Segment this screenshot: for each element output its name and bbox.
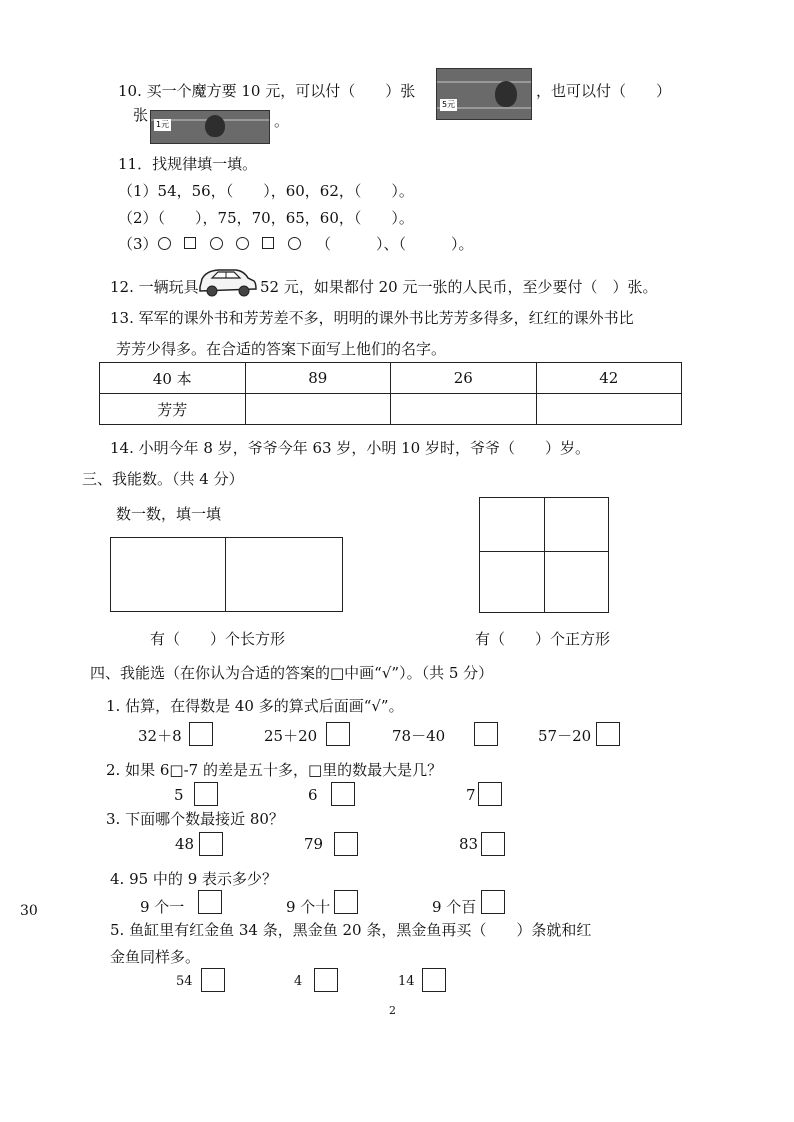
answer-checkbox[interactable] xyxy=(422,968,446,992)
q11-part2: （2）（ ），75，70，65，60，（ ）。 xyxy=(118,209,414,227)
q13-line1: 13. 军军的课外书和芳芳差不多，明明的课外书比芳芳多得多，红红的课外书比 xyxy=(110,309,634,327)
q13-line2: 芳芳少得多。在合适的答案下面写上他们的名字。 xyxy=(116,340,447,358)
circle-shape-icon xyxy=(158,237,171,250)
q4-option-label: 9 个十 xyxy=(286,898,331,916)
rectangle-divider xyxy=(225,537,227,612)
section3-instruction: 数一数，填一填 xyxy=(116,505,222,523)
answer-checkbox[interactable] xyxy=(198,890,222,914)
q2-option-label: 7 xyxy=(466,786,476,804)
table-cell: 40 本 xyxy=(100,363,246,394)
q12-prefix: 12. 一辆玩具 xyxy=(110,278,199,296)
q5-option-label: 14 xyxy=(398,974,415,989)
table-row xyxy=(100,394,682,425)
answer-checkbox[interactable] xyxy=(334,890,358,914)
answer-checkbox[interactable] xyxy=(481,832,505,856)
section4-title: 四、我能选（在你认为合适的答案的□中画“√”）。（共 5 分） xyxy=(90,664,494,682)
five-yuan-note-icon xyxy=(436,68,532,120)
square-count-label: 有（ ）个正方形 xyxy=(475,630,611,648)
q11-part1: （1）54，56，（ ），60，62，（ ）。 xyxy=(118,182,414,200)
q4-option-label: 9 个一 xyxy=(140,898,185,916)
q10-line2-text: 张 xyxy=(133,106,149,124)
q11-part3-blanks: （ ）、（ ）。 xyxy=(316,235,474,253)
table-cell: 芳芳 xyxy=(100,394,246,425)
margin-mark: 30 xyxy=(20,903,38,919)
q1-option-label: 32＋8 xyxy=(138,727,182,745)
q3-option-label: 83 xyxy=(459,835,479,853)
sec4-q4-text: 4. 95 中的 9 表示多少？ xyxy=(110,870,278,888)
q5-option-label: 54 xyxy=(176,974,193,989)
answer-checkbox[interactable] xyxy=(331,782,355,806)
q10-line1-text: 10. 买一个魔方要 10 元，可以付（ ）张 xyxy=(118,82,416,100)
circle-shape-icon xyxy=(236,237,249,250)
answer-checkbox[interactable] xyxy=(596,722,620,746)
answer-checkbox[interactable] xyxy=(478,782,502,806)
sec4-q5-line2: 金鱼同样多。 xyxy=(110,948,201,966)
circle-shape-icon xyxy=(288,237,301,250)
sec4-q1-text: 1. 估算，在得数是 40 多的算式后面画“√”。 xyxy=(106,697,404,715)
answer-checkbox[interactable] xyxy=(481,890,505,914)
square-vertical-divider xyxy=(544,497,546,613)
q3-option-label: 79 xyxy=(304,835,324,853)
answer-cell[interactable] xyxy=(391,394,537,425)
answer-cell[interactable] xyxy=(245,394,391,425)
one-yuan-note-icon xyxy=(150,110,270,144)
q1-option-label: 57－20 xyxy=(538,727,592,745)
q10-line2-end: 。 xyxy=(274,112,290,130)
five-yuan-label: 5元 xyxy=(442,100,456,109)
q5-option-label: 4 xyxy=(294,974,303,989)
one-yuan-label: 1元 xyxy=(156,120,170,129)
q14-text: 14. 小明今年 8 岁，爷爷今年 63 岁，小明 10 岁时，爷爷（ ）岁。 xyxy=(110,439,590,457)
q10-line1-end: ，也可以付（ ） xyxy=(536,82,672,100)
sec4-q3-text: 3. 下面哪个数最接近 80？ xyxy=(106,810,284,828)
square-shape-icon xyxy=(262,237,274,249)
q11-part3-prefix: （3） xyxy=(118,235,158,253)
table-cell: 42 xyxy=(536,363,682,394)
page-number: 2 xyxy=(389,1004,396,1017)
section3-title: 三、我能数。（共 4 分） xyxy=(82,470,244,488)
square-shape-icon xyxy=(184,237,196,249)
q2-option-label: 6 xyxy=(308,786,318,804)
q11-title: 11．找规律填一填。 xyxy=(118,155,258,173)
answer-checkbox[interactable] xyxy=(201,968,225,992)
q13-answer-table xyxy=(99,362,682,425)
circle-shape-icon xyxy=(210,237,223,250)
answer-checkbox[interactable] xyxy=(474,722,498,746)
square-horizontal-divider xyxy=(479,551,609,553)
q12-suffix: 52 元，如果都付 20 元一张的人民币，至少要付（ ）张。 xyxy=(260,278,658,296)
answer-checkbox[interactable] xyxy=(199,832,223,856)
q1-option-label: 78－40 xyxy=(392,727,446,745)
q3-option-label: 48 xyxy=(175,835,195,853)
toy-car-icon xyxy=(196,265,258,299)
rectangle-figure xyxy=(110,537,343,612)
table-cell: 89 xyxy=(245,363,391,394)
answer-checkbox[interactable] xyxy=(189,722,213,746)
answer-checkbox[interactable] xyxy=(194,782,218,806)
rectangle-count-label: 有（ ）个长方形 xyxy=(150,630,286,648)
answer-checkbox[interactable] xyxy=(326,722,350,746)
answer-checkbox[interactable] xyxy=(334,832,358,856)
q1-option-label: 25＋20 xyxy=(264,727,318,745)
sec4-q5-line1: 5. 鱼缸里有红金鱼 34 条，黑金鱼 20 条，黑金鱼再买（ ）条就和红 xyxy=(110,921,592,939)
table-row xyxy=(100,363,682,394)
table-cell: 26 xyxy=(391,363,537,394)
answer-checkbox[interactable] xyxy=(314,968,338,992)
q4-option-label: 9 个百 xyxy=(432,898,477,916)
sec4-q2-text: 2. 如果 6□-7 的差是五十多，□里的数最大是几？ xyxy=(106,761,443,779)
answer-cell[interactable] xyxy=(536,394,682,425)
q2-option-label: 5 xyxy=(174,786,184,804)
